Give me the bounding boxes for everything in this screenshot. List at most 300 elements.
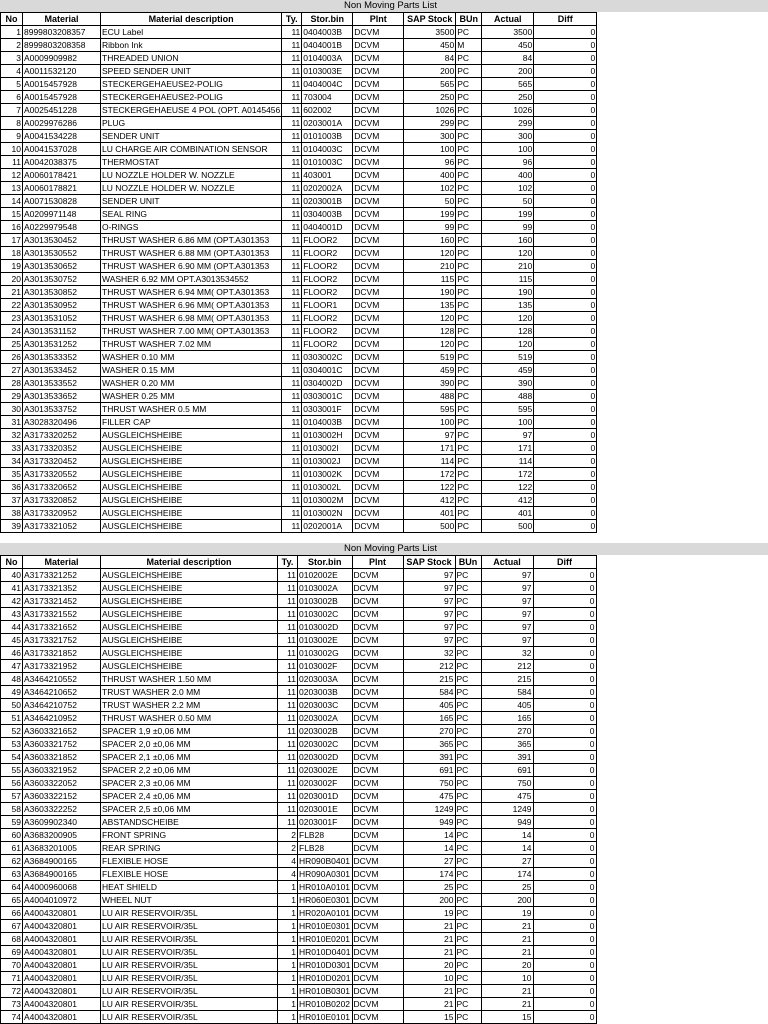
cell-material-description[interactable]: THRUST WASHER 6.88 MM (OPT.A301353 — [101, 247, 282, 260]
cell-storage-bin[interactable]: 0103002C — [298, 608, 353, 621]
column-header-storage-bin[interactable]: Stor.bin — [298, 556, 353, 569]
cell-type[interactable]: 11 — [278, 647, 298, 660]
cell-row-number[interactable]: 13 — [1, 182, 23, 195]
cell-type[interactable]: 11 — [282, 442, 302, 455]
cell-sap-stock[interactable]: 100 — [404, 416, 456, 429]
cell-type[interactable]: 11 — [278, 777, 298, 790]
cell-plant[interactable]: DCVM — [352, 920, 403, 933]
cell-difference[interactable]: 0 — [533, 699, 596, 712]
cell-plant[interactable]: DCVM — [353, 234, 404, 247]
cell-storage-bin[interactable]: FLOOR2 — [302, 247, 353, 260]
cell-row-number[interactable]: 64 — [1, 881, 23, 894]
cell-material-description[interactable]: WASHER 6.92 MM OPT.A3013534552 — [101, 273, 282, 286]
cell-base-unit[interactable]: PC — [456, 455, 482, 468]
cell-base-unit[interactable]: PC — [455, 998, 481, 1011]
cell-type[interactable]: 11 — [282, 117, 302, 130]
cell-material-number[interactable]: A3464210652 — [23, 686, 101, 699]
cell-plant[interactable]: DCVM — [352, 621, 403, 634]
cell-row-number[interactable]: 70 — [1, 959, 23, 972]
cell-row-number[interactable]: 51 — [1, 712, 23, 725]
cell-difference[interactable]: 0 — [534, 117, 597, 130]
cell-plant[interactable]: DCVM — [353, 286, 404, 299]
cell-type[interactable]: 4 — [278, 855, 298, 868]
cell-material-description[interactable]: THRUST WASHER 7.02 MM — [101, 338, 282, 351]
cell-material-description[interactable]: THRUST WASHER 6.98 MM( OPT.A301353 — [101, 312, 282, 325]
cell-sap-stock[interactable]: 114 — [404, 455, 456, 468]
cell-plant[interactable]: DCVM — [352, 582, 403, 595]
cell-sap-stock[interactable]: 3500 — [404, 26, 456, 39]
cell-base-unit[interactable]: PC — [456, 182, 482, 195]
cell-difference[interactable]: 0 — [533, 907, 596, 920]
cell-sap-stock[interactable]: 1026 — [404, 104, 456, 117]
cell-sap-stock[interactable]: 97 — [403, 634, 455, 647]
cell-base-unit[interactable]: PC — [456, 494, 482, 507]
cell-material-description[interactable]: O-RINGS — [101, 221, 282, 234]
cell-row-number[interactable]: 54 — [1, 751, 23, 764]
cell-material-number[interactable]: A3464210552 — [23, 673, 101, 686]
cell-storage-bin[interactable]: HR010D0301 — [299, 960, 351, 970]
cell-actual-quantity[interactable]: 250 — [482, 91, 534, 104]
cell-type[interactable]: 11 — [282, 429, 302, 442]
cell-sap-stock[interactable]: 200 — [403, 894, 455, 907]
cell-material-number[interactable]: A3603322052 — [23, 777, 101, 790]
cell-difference[interactable]: 0 — [533, 764, 596, 777]
cell-type[interactable]: 11 — [282, 26, 302, 39]
cell-type[interactable]: 1 — [278, 933, 298, 946]
cell-plant[interactable]: DCVM — [353, 520, 404, 533]
cell-sap-stock[interactable]: 10 — [403, 972, 455, 985]
cell-base-unit[interactable]: PC — [455, 855, 481, 868]
cell-type[interactable]: 4 — [278, 868, 298, 881]
cell-row-number[interactable]: 15 — [1, 208, 23, 221]
cell-type[interactable]: 11 — [278, 569, 298, 582]
cell-plant[interactable]: DCVM — [352, 608, 403, 621]
cell-actual-quantity[interactable]: 21 — [481, 946, 533, 959]
cell-plant[interactable]: DCVM — [353, 221, 404, 234]
cell-base-unit[interactable]: PC — [455, 777, 481, 790]
cell-row-number[interactable]: 5 — [1, 78, 23, 91]
cell-material-description[interactable]: AUSGLEICHSHEIBE — [101, 520, 282, 533]
cell-base-unit[interactable]: PC — [455, 985, 481, 998]
cell-material-description[interactable]: PLUG — [101, 117, 282, 130]
column-header-difference[interactable]: Diff — [533, 556, 596, 569]
cell-material-number[interactable]: A0015457928 — [23, 91, 101, 104]
cell-base-unit[interactable]: PC — [456, 247, 482, 260]
cell-type[interactable]: 11 — [282, 156, 302, 169]
cell-difference[interactable]: 0 — [534, 364, 597, 377]
cell-sap-stock[interactable]: 21 — [403, 920, 455, 933]
cell-base-unit[interactable]: PC — [456, 195, 482, 208]
cell-sap-stock[interactable]: 949 — [403, 816, 455, 829]
cell-actual-quantity[interactable]: 405 — [481, 699, 533, 712]
cell-storage-bin[interactable]: 0404001B — [302, 39, 353, 52]
cell-difference[interactable]: 0 — [534, 403, 597, 416]
cell-storage-bin[interactable]: HR010E0101 — [299, 1012, 351, 1022]
cell-actual-quantity[interactable]: 165 — [481, 712, 533, 725]
cell-type[interactable]: 11 — [282, 481, 302, 494]
cell-type[interactable]: 11 — [282, 494, 302, 507]
cell-actual-quantity[interactable]: 391 — [481, 751, 533, 764]
cell-storage-bin[interactable]: 0103002I — [302, 442, 353, 455]
cell-difference[interactable]: 0 — [534, 312, 597, 325]
cell-row-number[interactable]: 7 — [1, 104, 23, 117]
cell-material-description[interactable]: THRUST WASHER 6.94 MM( OPT.A301353 — [101, 286, 282, 299]
cell-plant[interactable]: DCVM — [352, 985, 403, 998]
cell-difference[interactable]: 0 — [534, 78, 597, 91]
cell-base-unit[interactable]: PC — [456, 221, 482, 234]
cell-type[interactable]: 2 — [278, 829, 298, 842]
cell-actual-quantity[interactable]: 14 — [481, 842, 533, 855]
cell-actual-quantity[interactable]: 488 — [482, 390, 534, 403]
cell-difference[interactable]: 0 — [534, 169, 597, 182]
cell-difference[interactable]: 0 — [534, 481, 597, 494]
cell-difference[interactable]: 0 — [533, 803, 596, 816]
cell-difference[interactable]: 0 — [533, 608, 596, 621]
cell-difference[interactable]: 0 — [534, 156, 597, 169]
column-header-plant[interactable]: Plnt — [353, 13, 404, 26]
cell-material-number[interactable]: A3173321252 — [23, 569, 101, 582]
column-header-difference[interactable]: Diff — [534, 13, 597, 26]
cell-sap-stock[interactable]: 390 — [404, 377, 456, 390]
cell-storage-bin[interactable]: 0203002A — [298, 712, 353, 725]
cell-plant[interactable]: DCVM — [353, 195, 404, 208]
cell-material-description[interactable]: THRUST WASHER 0.50 MM — [101, 712, 278, 725]
cell-difference[interactable]: 0 — [533, 985, 596, 998]
cell-difference[interactable]: 0 — [534, 65, 597, 78]
cell-row-number[interactable]: 27 — [1, 364, 23, 377]
cell-row-number[interactable]: 14 — [1, 195, 23, 208]
cell-sap-stock[interactable]: 459 — [404, 364, 456, 377]
cell-material-description[interactable]: THRUST WASHER 0.5 MM — [101, 403, 282, 416]
cell-type[interactable]: 11 — [282, 143, 302, 156]
cell-row-number[interactable]: 32 — [1, 429, 23, 442]
cell-plant[interactable]: DCVM — [353, 169, 404, 182]
cell-row-number[interactable]: 4 — [1, 65, 23, 78]
cell-actual-quantity[interactable]: 100 — [482, 416, 534, 429]
cell-type[interactable]: 11 — [278, 816, 298, 829]
cell-storage-bin[interactable]: 703004 — [302, 91, 353, 104]
cell-sap-stock[interactable]: 215 — [403, 673, 455, 686]
cell-type[interactable]: 1 — [278, 972, 298, 985]
cell-row-number[interactable]: 74 — [1, 1011, 23, 1024]
cell-sap-stock[interactable]: 14 — [403, 829, 455, 842]
cell-row-number[interactable]: 3 — [1, 52, 23, 65]
cell-plant[interactable]: DCVM — [352, 1011, 403, 1024]
cell-actual-quantity[interactable]: 459 — [482, 364, 534, 377]
cell-type[interactable]: 1 — [278, 985, 298, 998]
cell-actual-quantity[interactable]: 174 — [481, 868, 533, 881]
cell-sap-stock[interactable]: 488 — [404, 390, 456, 403]
cell-plant[interactable]: DCVM — [352, 712, 403, 725]
cell-material-description[interactable]: SPACER 2,2 ±0,06 MM — [101, 764, 278, 777]
cell-material-description[interactable]: AUSGLEICHSHEIBE — [101, 608, 278, 621]
cell-storage-bin[interactable]: HR060E0301 — [299, 895, 351, 905]
cell-base-unit[interactable]: PC — [456, 416, 482, 429]
cell-storage-bin[interactable]: HR090B0401 — [299, 856, 351, 866]
cell-material-number[interactable]: A0041537028 — [23, 143, 101, 156]
cell-type[interactable]: 11 — [278, 712, 298, 725]
cell-plant[interactable]: DCVM — [353, 91, 404, 104]
cell-row-number[interactable]: 17 — [1, 234, 23, 247]
cell-difference[interactable]: 0 — [533, 582, 596, 595]
cell-actual-quantity[interactable]: 96 — [482, 156, 534, 169]
cell-difference[interactable]: 0 — [534, 455, 597, 468]
cell-row-number[interactable]: 10 — [1, 143, 23, 156]
cell-material-description[interactable]: STECKERGEHAEUSE2-POLIG — [101, 78, 282, 91]
cell-row-number[interactable]: 8 — [1, 117, 23, 130]
cell-type[interactable]: 11 — [278, 660, 298, 673]
cell-actual-quantity[interactable]: 949 — [481, 816, 533, 829]
cell-storage-bin[interactable]: HR010D0201 — [299, 973, 351, 983]
cell-sap-stock[interactable]: 365 — [403, 738, 455, 751]
cell-material-number[interactable]: A0229979548 — [23, 221, 101, 234]
cell-row-number[interactable]: 26 — [1, 351, 23, 364]
cell-type[interactable]: 11 — [282, 403, 302, 416]
cell-plant[interactable]: DCVM — [352, 907, 403, 920]
column-header-storage-bin[interactable]: Stor.bin — [302, 13, 353, 26]
cell-plant[interactable]: DCVM — [353, 130, 404, 143]
cell-storage-bin[interactable]: 0203001A — [302, 117, 353, 130]
cell-plant[interactable]: DCVM — [352, 946, 403, 959]
cell-base-unit[interactable]: PC — [455, 582, 481, 595]
cell-plant[interactable]: DCVM — [353, 247, 404, 260]
cell-difference[interactable]: 0 — [534, 130, 597, 143]
cell-base-unit[interactable]: PC — [455, 569, 481, 582]
cell-material-description[interactable]: SENDER UNIT — [101, 195, 282, 208]
cell-actual-quantity[interactable]: 270 — [481, 725, 533, 738]
cell-sap-stock[interactable]: 97 — [403, 569, 455, 582]
cell-plant[interactable]: DCVM — [352, 894, 403, 907]
cell-base-unit[interactable]: PC — [456, 117, 482, 130]
cell-storage-bin[interactable]: 0203002E — [298, 764, 353, 777]
cell-plant[interactable]: DCVM — [352, 725, 403, 738]
column-header-plant[interactable]: Plnt — [352, 556, 403, 569]
cell-row-number[interactable]: 38 — [1, 507, 23, 520]
cell-row-number[interactable]: 60 — [1, 829, 23, 842]
cell-material-number[interactable]: A3683201005 — [23, 842, 101, 855]
cell-row-number[interactable]: 29 — [1, 390, 23, 403]
cell-sap-stock[interactable]: 97 — [403, 595, 455, 608]
column-header-material-number[interactable]: Material — [23, 556, 101, 569]
cell-sap-stock[interactable]: 405 — [403, 699, 455, 712]
cell-material-description[interactable]: ABSTANDSCHEIBE — [101, 816, 278, 829]
cell-actual-quantity[interactable]: 212 — [481, 660, 533, 673]
cell-actual-quantity[interactable]: 199 — [482, 208, 534, 221]
cell-actual-quantity[interactable]: 50 — [482, 195, 534, 208]
cell-actual-quantity[interactable]: 10 — [481, 972, 533, 985]
cell-type[interactable]: 11 — [278, 738, 298, 751]
cell-actual-quantity[interactable]: 400 — [482, 169, 534, 182]
cell-actual-quantity[interactable]: 172 — [482, 468, 534, 481]
cell-storage-bin[interactable]: 0203001D — [298, 790, 353, 803]
cell-type[interactable]: 11 — [282, 455, 302, 468]
cell-material-number[interactable]: A3683200905 — [23, 829, 101, 842]
cell-sap-stock[interactable]: 84 — [404, 52, 456, 65]
cell-sap-stock[interactable]: 190 — [404, 286, 456, 299]
cell-material-description[interactable]: THRUST WASHER 6.90 MM (OPT.A301353 — [101, 260, 282, 273]
cell-sap-stock[interactable]: 99 — [404, 221, 456, 234]
cell-material-description[interactable]: LU AIR RESERVOIR/35L — [101, 1011, 278, 1024]
cell-material-description[interactable]: AUSGLEICHSHEIBE — [101, 595, 278, 608]
cell-material-number[interactable]: A4004320801 — [23, 946, 101, 959]
cell-actual-quantity[interactable]: 120 — [482, 247, 534, 260]
cell-storage-bin[interactable]: 0203003C — [298, 699, 353, 712]
cell-base-unit[interactable]: PC — [455, 595, 481, 608]
cell-plant[interactable]: DCVM — [352, 816, 403, 829]
cell-storage-bin[interactable]: 0303002C — [302, 351, 353, 364]
cell-plant[interactable]: DCVM — [353, 455, 404, 468]
cell-actual-quantity[interactable]: 21 — [481, 998, 533, 1011]
cell-sap-stock[interactable]: 19 — [403, 907, 455, 920]
cell-row-number[interactable]: 24 — [1, 325, 23, 338]
cell-difference[interactable]: 0 — [534, 26, 597, 39]
cell-sap-stock[interactable]: 584 — [403, 686, 455, 699]
column-header-sap-stock[interactable]: SAP Stock — [404, 13, 456, 26]
cell-material-description[interactable]: FILLER CAP — [101, 416, 282, 429]
cell-sap-stock[interactable]: 412 — [404, 494, 456, 507]
cell-row-number[interactable]: 43 — [1, 608, 23, 621]
cell-actual-quantity[interactable]: 519 — [482, 351, 534, 364]
cell-material-description[interactable]: THRUST WASHER 6.86 MM (OPT.A301353 — [101, 234, 282, 247]
cell-material-number[interactable]: A3173320252 — [23, 429, 101, 442]
cell-sap-stock[interactable]: 97 — [403, 608, 455, 621]
cell-difference[interactable]: 0 — [534, 247, 597, 260]
cell-storage-bin[interactable]: 0203001E — [298, 803, 353, 816]
cell-base-unit[interactable]: PC — [455, 1011, 481, 1024]
cell-storage-bin[interactable]: HR010E0301 — [299, 921, 351, 931]
cell-base-unit[interactable]: PC — [456, 273, 482, 286]
cell-material-number[interactable]: A0009909982 — [23, 52, 101, 65]
cell-sap-stock[interactable]: 122 — [404, 481, 456, 494]
cell-material-description[interactable]: AUSGLEICHSHEIBE — [101, 455, 282, 468]
cell-storage-bin[interactable]: 0103002G — [298, 647, 353, 660]
cell-difference[interactable]: 0 — [533, 946, 596, 959]
cell-base-unit[interactable]: PC — [455, 660, 481, 673]
cell-material-number[interactable]: A0029976286 — [23, 117, 101, 130]
cell-plant[interactable]: DCVM — [352, 634, 403, 647]
cell-material-number[interactable]: A3173320552 — [23, 468, 101, 481]
cell-sap-stock[interactable]: 691 — [403, 764, 455, 777]
cell-storage-bin[interactable]: HR010E0201 — [299, 934, 351, 944]
cell-actual-quantity[interactable]: 200 — [482, 65, 534, 78]
cell-actual-quantity[interactable]: 97 — [481, 608, 533, 621]
cell-actual-quantity[interactable]: 114 — [482, 455, 534, 468]
cell-actual-quantity[interactable]: 1026 — [482, 104, 534, 117]
cell-actual-quantity[interactable]: 21 — [481, 985, 533, 998]
cell-material-description[interactable]: LU NOZZLE HOLDER W. NOZZLE — [101, 169, 282, 182]
cell-material-number[interactable]: A0011532120 — [23, 65, 101, 78]
cell-material-number[interactable]: A3013530952 — [23, 299, 101, 312]
cell-material-description[interactable]: SPACER 2,0 ±0,06 MM — [101, 738, 278, 751]
cell-type[interactable]: 1 — [278, 881, 298, 894]
cell-material-number[interactable]: A3464210952 — [23, 712, 101, 725]
cell-difference[interactable]: 0 — [534, 286, 597, 299]
cell-actual-quantity[interactable]: 21 — [481, 933, 533, 946]
cell-actual-quantity[interactable]: 215 — [481, 673, 533, 686]
cell-plant[interactable]: DCVM — [353, 52, 404, 65]
cell-plant[interactable]: DCVM — [353, 494, 404, 507]
cell-row-number[interactable]: 30 — [1, 403, 23, 416]
cell-row-number[interactable]: 25 — [1, 338, 23, 351]
column-header-sap-stock[interactable]: SAP Stock — [403, 556, 455, 569]
cell-storage-bin[interactable]: 0103002L — [302, 481, 353, 494]
cell-row-number[interactable]: 6 — [1, 91, 23, 104]
cell-sap-stock[interactable]: 212 — [403, 660, 455, 673]
cell-plant[interactable]: DCVM — [353, 39, 404, 52]
cell-storage-bin[interactable]: 0103002M — [302, 494, 353, 507]
cell-material-description[interactable]: FLEXIBLE HOSE — [101, 868, 278, 881]
cell-type[interactable]: 11 — [282, 260, 302, 273]
cell-material-description[interactable]: THRUST WASHER 6.96 MM( OPT.A301353 — [101, 299, 282, 312]
cell-material-number[interactable]: A3013530452 — [23, 234, 101, 247]
cell-material-description[interactable]: THRUST WASHER 1.50 MM — [101, 673, 278, 686]
cell-type[interactable]: 11 — [282, 507, 302, 520]
cell-base-unit[interactable]: PC — [455, 686, 481, 699]
cell-row-number[interactable]: 50 — [1, 699, 23, 712]
cell-actual-quantity[interactable]: 390 — [482, 377, 534, 390]
column-header-actual-quantity[interactable]: Actual — [482, 13, 534, 26]
cell-difference[interactable]: 0 — [534, 260, 597, 273]
cell-material-number[interactable]: A3173321352 — [23, 582, 101, 595]
cell-base-unit[interactable]: PC — [455, 842, 481, 855]
cell-plant[interactable]: DCVM — [353, 429, 404, 442]
cell-storage-bin[interactable]: HR090A0301 — [299, 869, 351, 879]
cell-material-number[interactable]: A3013533752 — [23, 403, 101, 416]
cell-sap-stock[interactable]: 400 — [404, 169, 456, 182]
cell-type[interactable]: 11 — [282, 390, 302, 403]
cell-storage-bin[interactable]: 403001 — [302, 169, 353, 182]
cell-actual-quantity[interactable]: 190 — [482, 286, 534, 299]
cell-type[interactable]: 11 — [278, 725, 298, 738]
cell-material-description[interactable]: AUSGLEICHSHEIBE — [101, 582, 278, 595]
cell-material-description[interactable]: SPACER 2,3 ±0,06 MM — [101, 777, 278, 790]
cell-difference[interactable]: 0 — [534, 91, 597, 104]
cell-sap-stock[interactable]: 15 — [403, 1011, 455, 1024]
cell-material-number[interactable]: A4004320801 — [23, 933, 101, 946]
cell-plant[interactable]: DCVM — [352, 647, 403, 660]
cell-plant[interactable]: DCVM — [353, 104, 404, 117]
cell-actual-quantity[interactable]: 21 — [481, 920, 533, 933]
cell-material-description[interactable]: LU AIR RESERVOIR/35L — [101, 998, 278, 1011]
cell-type[interactable]: 11 — [282, 169, 302, 182]
cell-difference[interactable]: 0 — [534, 273, 597, 286]
cell-row-number[interactable]: 39 — [1, 520, 23, 533]
cell-actual-quantity[interactable]: 97 — [481, 634, 533, 647]
cell-plant[interactable]: DCVM — [352, 699, 403, 712]
cell-actual-quantity[interactable]: 475 — [481, 790, 533, 803]
cell-material-number[interactable]: A3603321952 — [23, 764, 101, 777]
cell-actual-quantity[interactable]: 20 — [481, 959, 533, 972]
cell-base-unit[interactable]: PC — [456, 338, 482, 351]
cell-plant[interactable]: DCVM — [352, 764, 403, 777]
cell-storage-bin[interactable]: 0203003A — [298, 673, 353, 686]
cell-difference[interactable]: 0 — [533, 777, 596, 790]
cell-actual-quantity[interactable]: 97 — [481, 582, 533, 595]
cell-material-description[interactable]: SPACER 1,9 ±0,06 MM — [101, 725, 278, 738]
cell-storage-bin[interactable]: 0304003B — [302, 208, 353, 221]
cell-plant[interactable]: DCVM — [352, 738, 403, 751]
cell-row-number[interactable]: 66 — [1, 907, 23, 920]
cell-material-number[interactable]: A3013530852 — [23, 286, 101, 299]
cell-storage-bin[interactable]: 0103002H — [302, 429, 353, 442]
cell-difference[interactable]: 0 — [533, 972, 596, 985]
cell-row-number[interactable]: 1 — [1, 26, 23, 39]
cell-row-number[interactable]: 36 — [1, 481, 23, 494]
cell-material-number[interactable]: A3603321652 — [23, 725, 101, 738]
cell-type[interactable]: 11 — [282, 130, 302, 143]
cell-sap-stock[interactable]: 250 — [404, 91, 456, 104]
cell-plant[interactable]: DCVM — [353, 26, 404, 39]
